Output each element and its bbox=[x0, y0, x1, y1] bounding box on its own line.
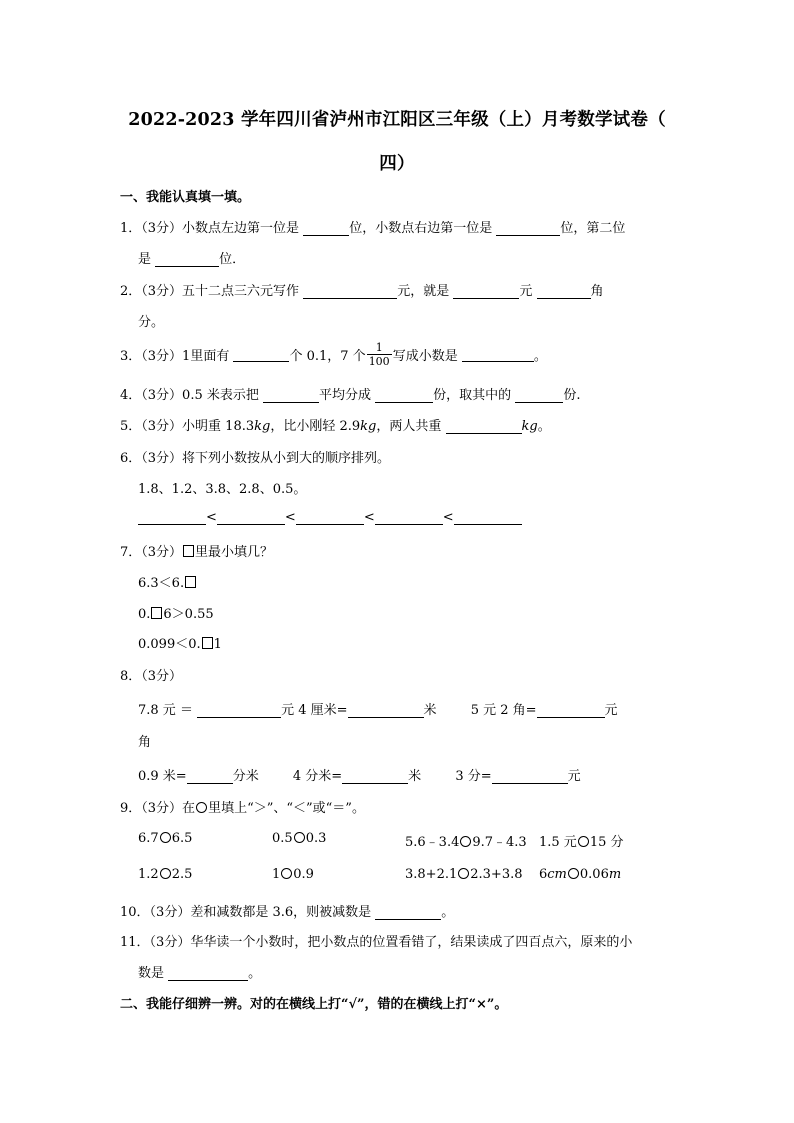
q10-number: 10．（3分） bbox=[120, 905, 191, 920]
q1-blank-1[interactable] bbox=[303, 221, 349, 236]
q11-number: 11．（3分） bbox=[120, 935, 191, 950]
question-11: 11．（3分）华华读一个小数时，把小数点的位置看错了，结果读成了四百点六，原来的小 bbox=[120, 935, 633, 950]
q9-item-8: 6cm 0.06m bbox=[539, 867, 622, 882]
q7-row-2: 0. 6＞0.55 bbox=[138, 607, 214, 622]
q6-answer-row: < < < < bbox=[138, 510, 522, 525]
q7-number: 7．（3分） bbox=[120, 545, 183, 560]
q7-row-1: 6.3＜6. bbox=[138, 572, 197, 591]
question-2: 2．（3分）五十二点三六元写作 元，就是 元 角 bbox=[120, 284, 604, 299]
q8-blank-2[interactable] bbox=[348, 703, 424, 718]
q3-number: 3．（3分） bbox=[120, 348, 183, 364]
box-icon[interactable] bbox=[151, 607, 162, 619]
q6-blank-4[interactable] bbox=[375, 510, 443, 525]
q3-blank-2[interactable] bbox=[462, 347, 534, 362]
circle-icon bbox=[196, 802, 207, 813]
question-7: 7．（3分） 里最小填几？ bbox=[120, 545, 274, 560]
q1-number: 1．（3分） bbox=[120, 221, 183, 236]
question-1-cont: 是 位． bbox=[138, 252, 246, 267]
q9-item-6: 1 0.9 bbox=[272, 867, 314, 882]
q6-numbers: 1.8、1.2、3.8、2.8、0.5。 bbox=[138, 482, 307, 497]
q4-blank-1[interactable] bbox=[263, 388, 319, 403]
q1-blank-3[interactable] bbox=[155, 252, 219, 267]
q6-number: 6．（3分） bbox=[120, 451, 183, 466]
circle-icon[interactable] bbox=[294, 832, 305, 843]
question-1: 1．（3分）小数点左边第一位是 位，小数点右边第一位是 位，第二位 bbox=[120, 221, 626, 236]
question-8: 8．（3分） bbox=[120, 669, 183, 684]
q6-blank-2[interactable] bbox=[217, 510, 285, 525]
question-2-cont: 分。 bbox=[138, 315, 165, 330]
circle-icon[interactable] bbox=[160, 832, 171, 843]
q7-row-3: 0.099＜0. 1 bbox=[138, 637, 222, 652]
q3-blank-1[interactable] bbox=[233, 347, 289, 362]
page-title-line2: 四） bbox=[379, 154, 415, 174]
q8-blank-5[interactable] bbox=[342, 769, 408, 784]
q4-blank-3[interactable] bbox=[515, 388, 563, 403]
section2-heading: 二、我能仔细辨一辨。对的在横线上打“√”，错的在横线上打“×”。 bbox=[120, 997, 508, 1012]
q6-blank-5[interactable] bbox=[454, 510, 522, 525]
q9-item-2: 0.5 0.3 bbox=[272, 831, 327, 846]
q2-blank-3[interactable] bbox=[537, 284, 591, 299]
fraction-1-over-100: $\frac{1}{100}$ bbox=[368, 340, 390, 368]
q9-item-5: 1.2 2.5 bbox=[138, 867, 193, 882]
box-icon[interactable] bbox=[202, 637, 213, 649]
q9-item-1: 6.7 6.5 bbox=[138, 831, 193, 846]
question-5: 5．（3分）小明重 18.3kg，比小刚轻 2.9kg，两人共重 kg。 bbox=[120, 419, 551, 434]
q8-row-1-cont: 角 bbox=[138, 735, 152, 750]
q6-blank-3[interactable] bbox=[296, 510, 364, 525]
page-title-line1: 2022-2023 学年四川省泸州市江阳区三年级（上）月考数学试卷（ bbox=[128, 110, 666, 130]
circle-icon[interactable] bbox=[458, 868, 469, 879]
q4-blank-2[interactable] bbox=[375, 388, 433, 403]
q4-number: 4．（3分） bbox=[120, 388, 183, 403]
question-6: 6．（3分）将下列小数按从小到大的顺序排列。 bbox=[120, 451, 391, 466]
q8-blank-1[interactable] bbox=[197, 703, 281, 718]
q11-blank-1[interactable] bbox=[168, 966, 248, 981]
q9-item-7: 3.8+2.1 2.3+3.8 bbox=[405, 867, 523, 882]
q1-blank-2[interactable] bbox=[496, 221, 560, 236]
circle-icon[interactable] bbox=[460, 836, 471, 847]
q2-blank-2[interactable] bbox=[453, 284, 519, 299]
box-icon bbox=[183, 545, 194, 557]
q5-blank-1[interactable] bbox=[446, 419, 522, 434]
circle-icon[interactable] bbox=[578, 836, 589, 847]
circle-icon[interactable] bbox=[568, 868, 579, 879]
q9-item-3: 5.6﹣3.4 9.7﹣4.3 bbox=[405, 835, 527, 850]
q9-number: 9．（3分） bbox=[120, 801, 183, 816]
section1-heading: 一、我能认真填一填。 bbox=[120, 190, 251, 205]
q6-blank-1[interactable] bbox=[138, 510, 206, 525]
q8-row-1: 7.8 元 ＝ 元 4 厘米= 米 5 元 2 角= 元 bbox=[138, 703, 618, 718]
question-3: 3．（3分） 1里面有 个 0.1，7 个 $\frac{1}{100}$ 写成小数是 。 bbox=[120, 340, 547, 368]
circle-icon[interactable] bbox=[281, 868, 292, 879]
q9-item-4: 1.5 元 15 分 bbox=[539, 835, 624, 850]
box-icon[interactable] bbox=[185, 576, 196, 588]
q8-row-2: 0.9 米= 分米 4 分米= 米 3 分= 元 bbox=[138, 769, 581, 784]
question-4: 4．（3分）0.5 米表示把 平均分成 份，取其中的 份. bbox=[120, 388, 581, 403]
q5-number: 5．（3分） bbox=[120, 419, 183, 434]
q2-blank-1[interactable] bbox=[303, 284, 397, 299]
question-10: 10．（3分）差和减数都是 3.6，则被减数是 。 bbox=[120, 905, 455, 920]
q8-blank-3[interactable] bbox=[537, 703, 605, 718]
question-9: 9．（3分）在 里填上“＞”、“＜”或“＝”。 bbox=[120, 801, 365, 816]
circle-icon[interactable] bbox=[160, 868, 171, 879]
q10-blank-1[interactable] bbox=[375, 905, 441, 920]
question-11-cont: 数是 。 bbox=[138, 966, 262, 981]
q2-number: 2．（3分） bbox=[120, 284, 183, 299]
q8-blank-6[interactable] bbox=[492, 769, 568, 784]
q8-blank-4[interactable] bbox=[187, 769, 233, 784]
